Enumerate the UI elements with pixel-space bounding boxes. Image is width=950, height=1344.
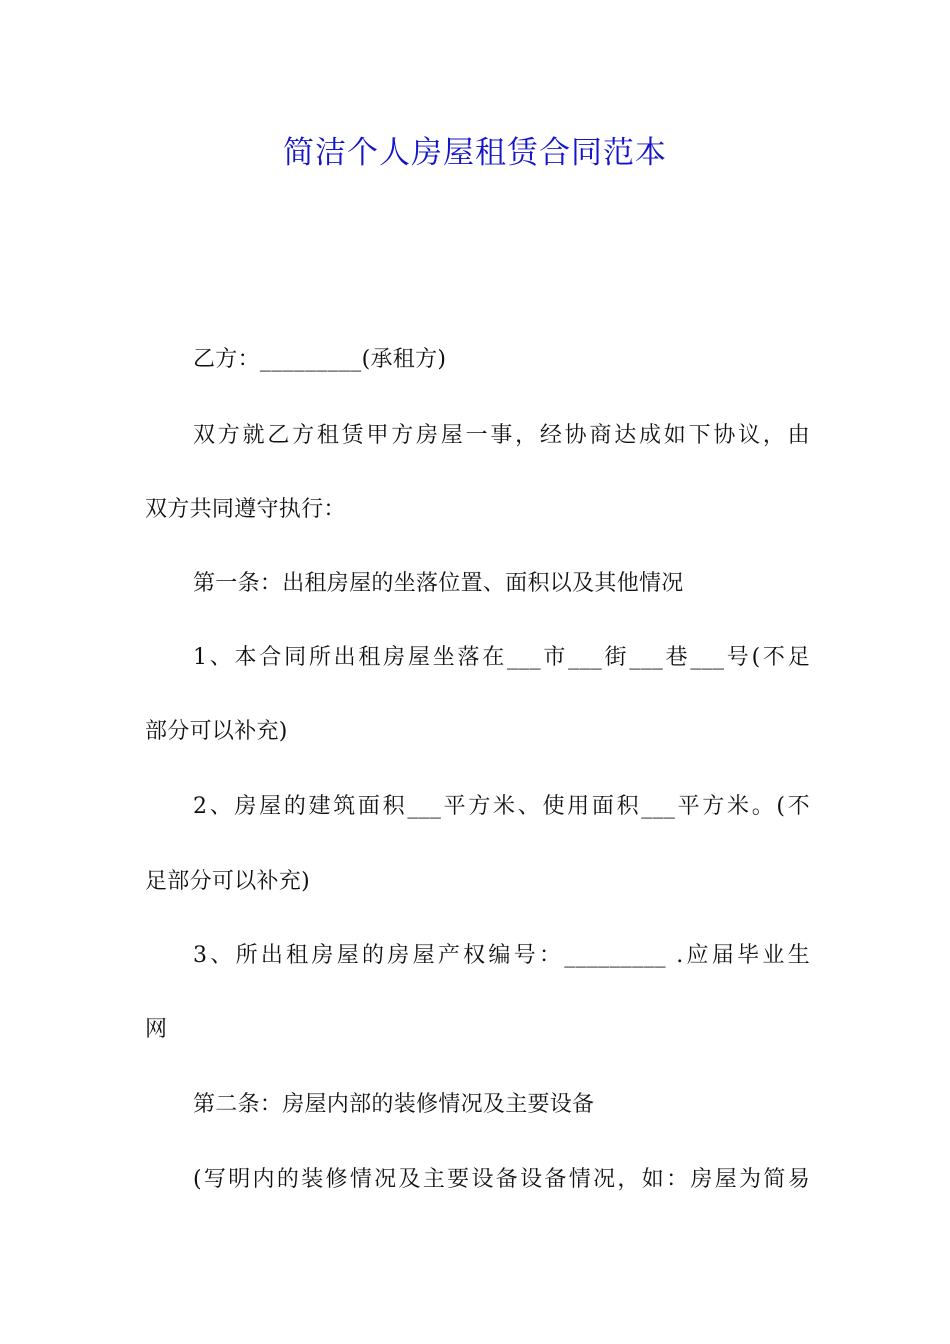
party-b-line: 乙方：_________(承租方) xyxy=(193,347,447,372)
clause-2-line-2: 足部分可以补充) xyxy=(145,869,310,894)
article-2-heading: 第二条：房屋内部的装修情况及主要设备 xyxy=(193,1092,595,1117)
article-1-heading: 第一条：出租房屋的坐落位置、面积以及其他情况 xyxy=(193,571,684,596)
agreement-intro-line-2: 双方共同遵守执行： xyxy=(145,497,346,522)
document-title: 简洁个人房屋租赁合同范本 xyxy=(283,135,667,171)
article-2-description-line-1: (写明内的装修情况及主要设备设备情况，如：房屋为简易 xyxy=(193,1167,810,1192)
agreement-intro-line-1: 双方就乙方租赁甲方房屋一事，经协商达成如下协议，由 xyxy=(193,423,810,448)
clause-2-line-1: 2、房屋的建筑面积___平方米、使用面积___平方米。(不 xyxy=(193,794,810,819)
clause-3-line-1: 3、所出租房屋的房屋产权编号：_________ .应届毕业生 xyxy=(193,943,810,968)
clause-3-line-2: 网 xyxy=(145,1017,168,1042)
clause-1-line-2: 部分可以补充) xyxy=(145,719,288,744)
clause-1-line-1: 1、本合同所出租房屋坐落在___市___街___巷___号(不足 xyxy=(193,645,810,670)
